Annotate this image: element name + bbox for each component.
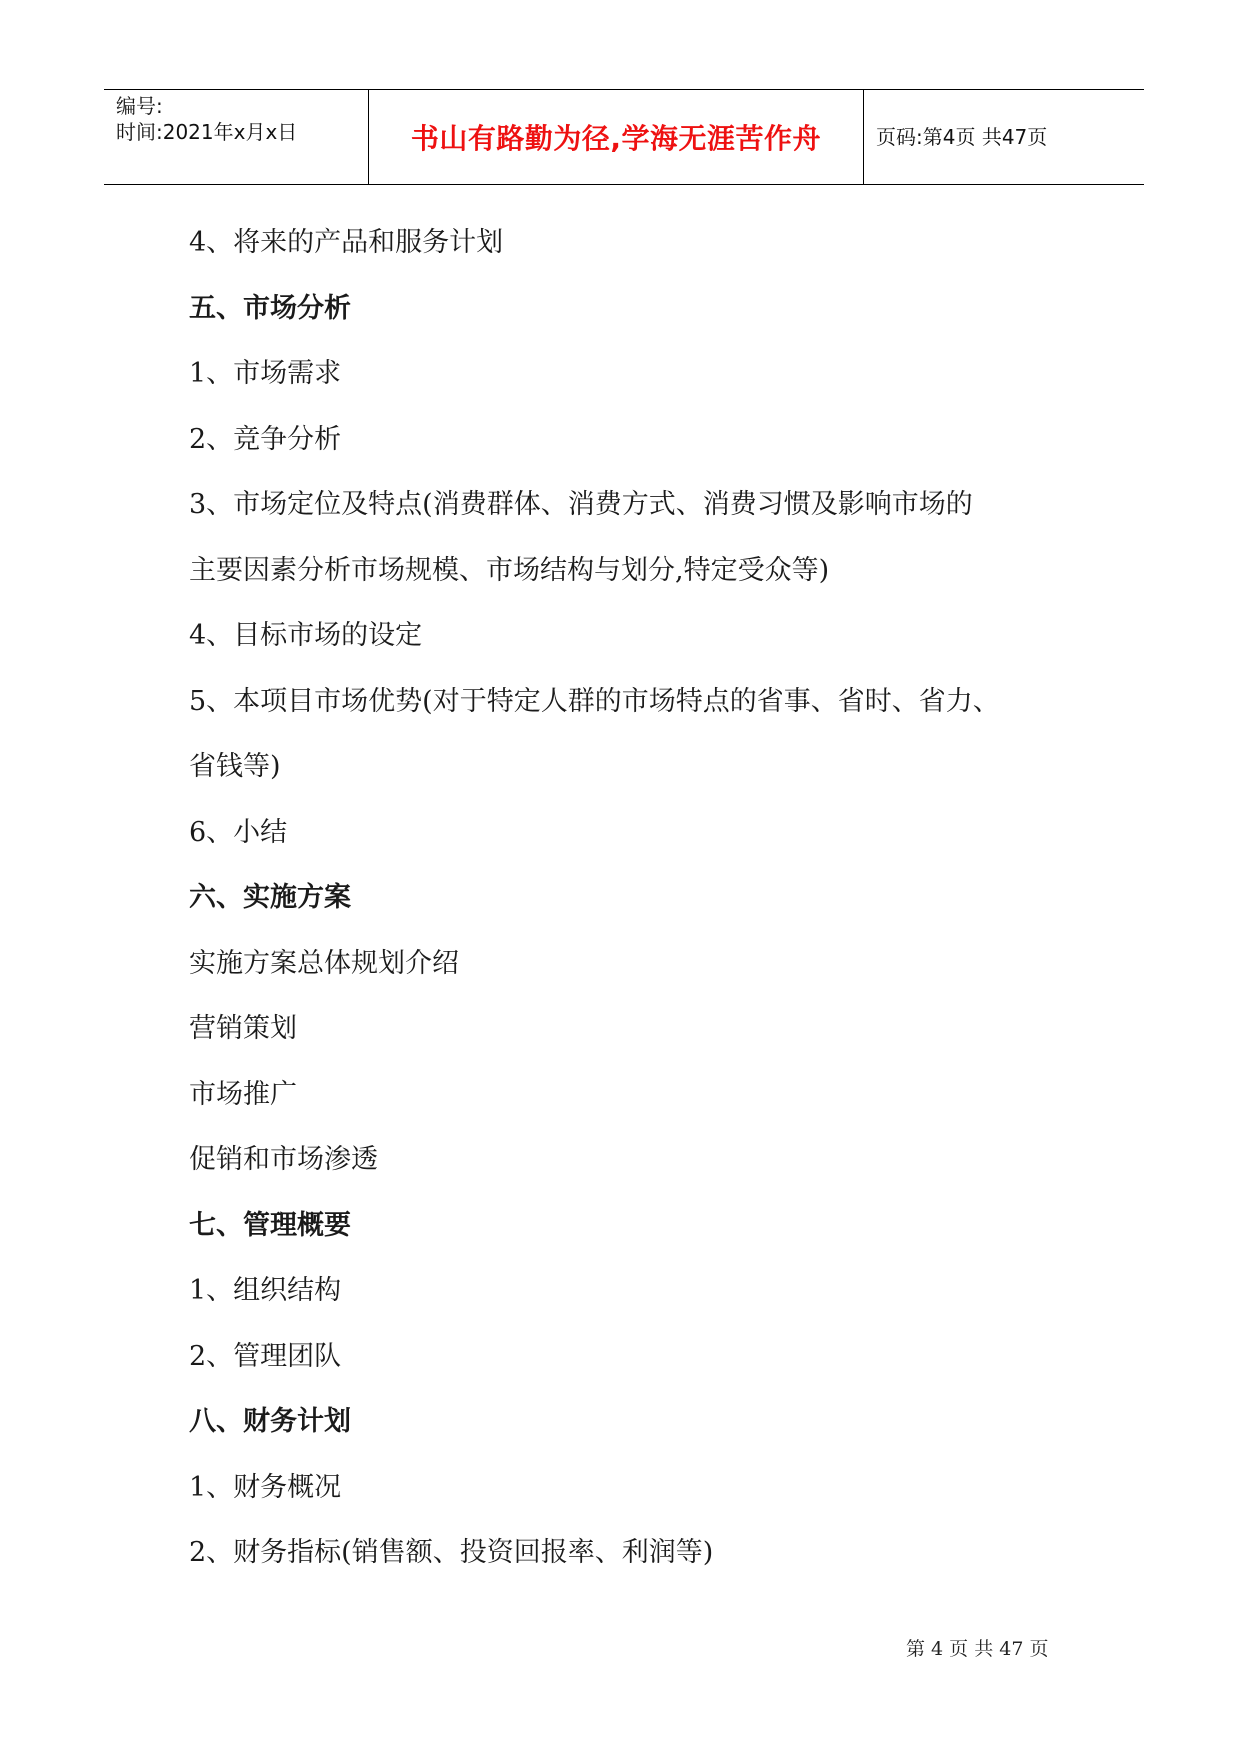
- text-line: 6、小结: [189, 816, 288, 848]
- text-line: 市场推广: [189, 1078, 297, 1110]
- text-line: 1、财务概况: [189, 1471, 342, 1503]
- text-line: 2、竞争分析: [189, 423, 342, 455]
- text-line: 1、市场需求: [189, 358, 342, 389]
- date-label: 时间:2021年x月x日: [116, 120, 298, 144]
- text-line: 4、将来的产品和服务计划: [189, 227, 504, 258]
- text-line: 主要因素分析市场规模、市场结构与划分,特定受众等): [189, 554, 830, 586]
- text-line: 1、组织结构: [189, 1275, 342, 1306]
- text-line: 营销策划: [189, 1013, 297, 1044]
- text-line: 省钱等): [189, 751, 281, 782]
- section-heading: 六、实施方案: [189, 882, 351, 913]
- text-line: 促销和市场渗透: [189, 1144, 378, 1175]
- section-heading: 八、财务计划: [189, 1406, 351, 1437]
- page-code: 页码:第4页 共47页: [876, 125, 1048, 149]
- text-line: 实施方案总体规划介绍: [189, 947, 459, 979]
- document-header: [104, 89, 1144, 185]
- text-line: 2、财务指标(销售额、投资回报率、利润等): [189, 1537, 714, 1568]
- document-body: [189, 213, 1089, 1589]
- header-motto-cell: [368, 90, 864, 184]
- header-meta-cell: [104, 90, 368, 184]
- text-line: 4、目标市场的设定: [189, 620, 423, 651]
- header-page-cell: [864, 90, 1144, 184]
- text-line: 2、管理团队: [189, 1340, 342, 1372]
- motto-text: 书山有路勤为径,学海无涯苦作舟: [410, 122, 822, 155]
- text-line: 5、本项目市场优势(对于特定人群的市场特点的省事、省时、省力、: [189, 685, 1000, 717]
- section-heading: 五、市场分析: [189, 292, 351, 324]
- section-heading: 七、管理概要: [189, 1209, 351, 1241]
- text-line: 3、市场定位及特点(消费群体、消费方式、消费习惯及影响市场的: [189, 489, 973, 520]
- number-label: 编号:: [116, 94, 163, 118]
- page-footer: 第 4 页 共 47 页: [906, 1638, 1049, 1660]
